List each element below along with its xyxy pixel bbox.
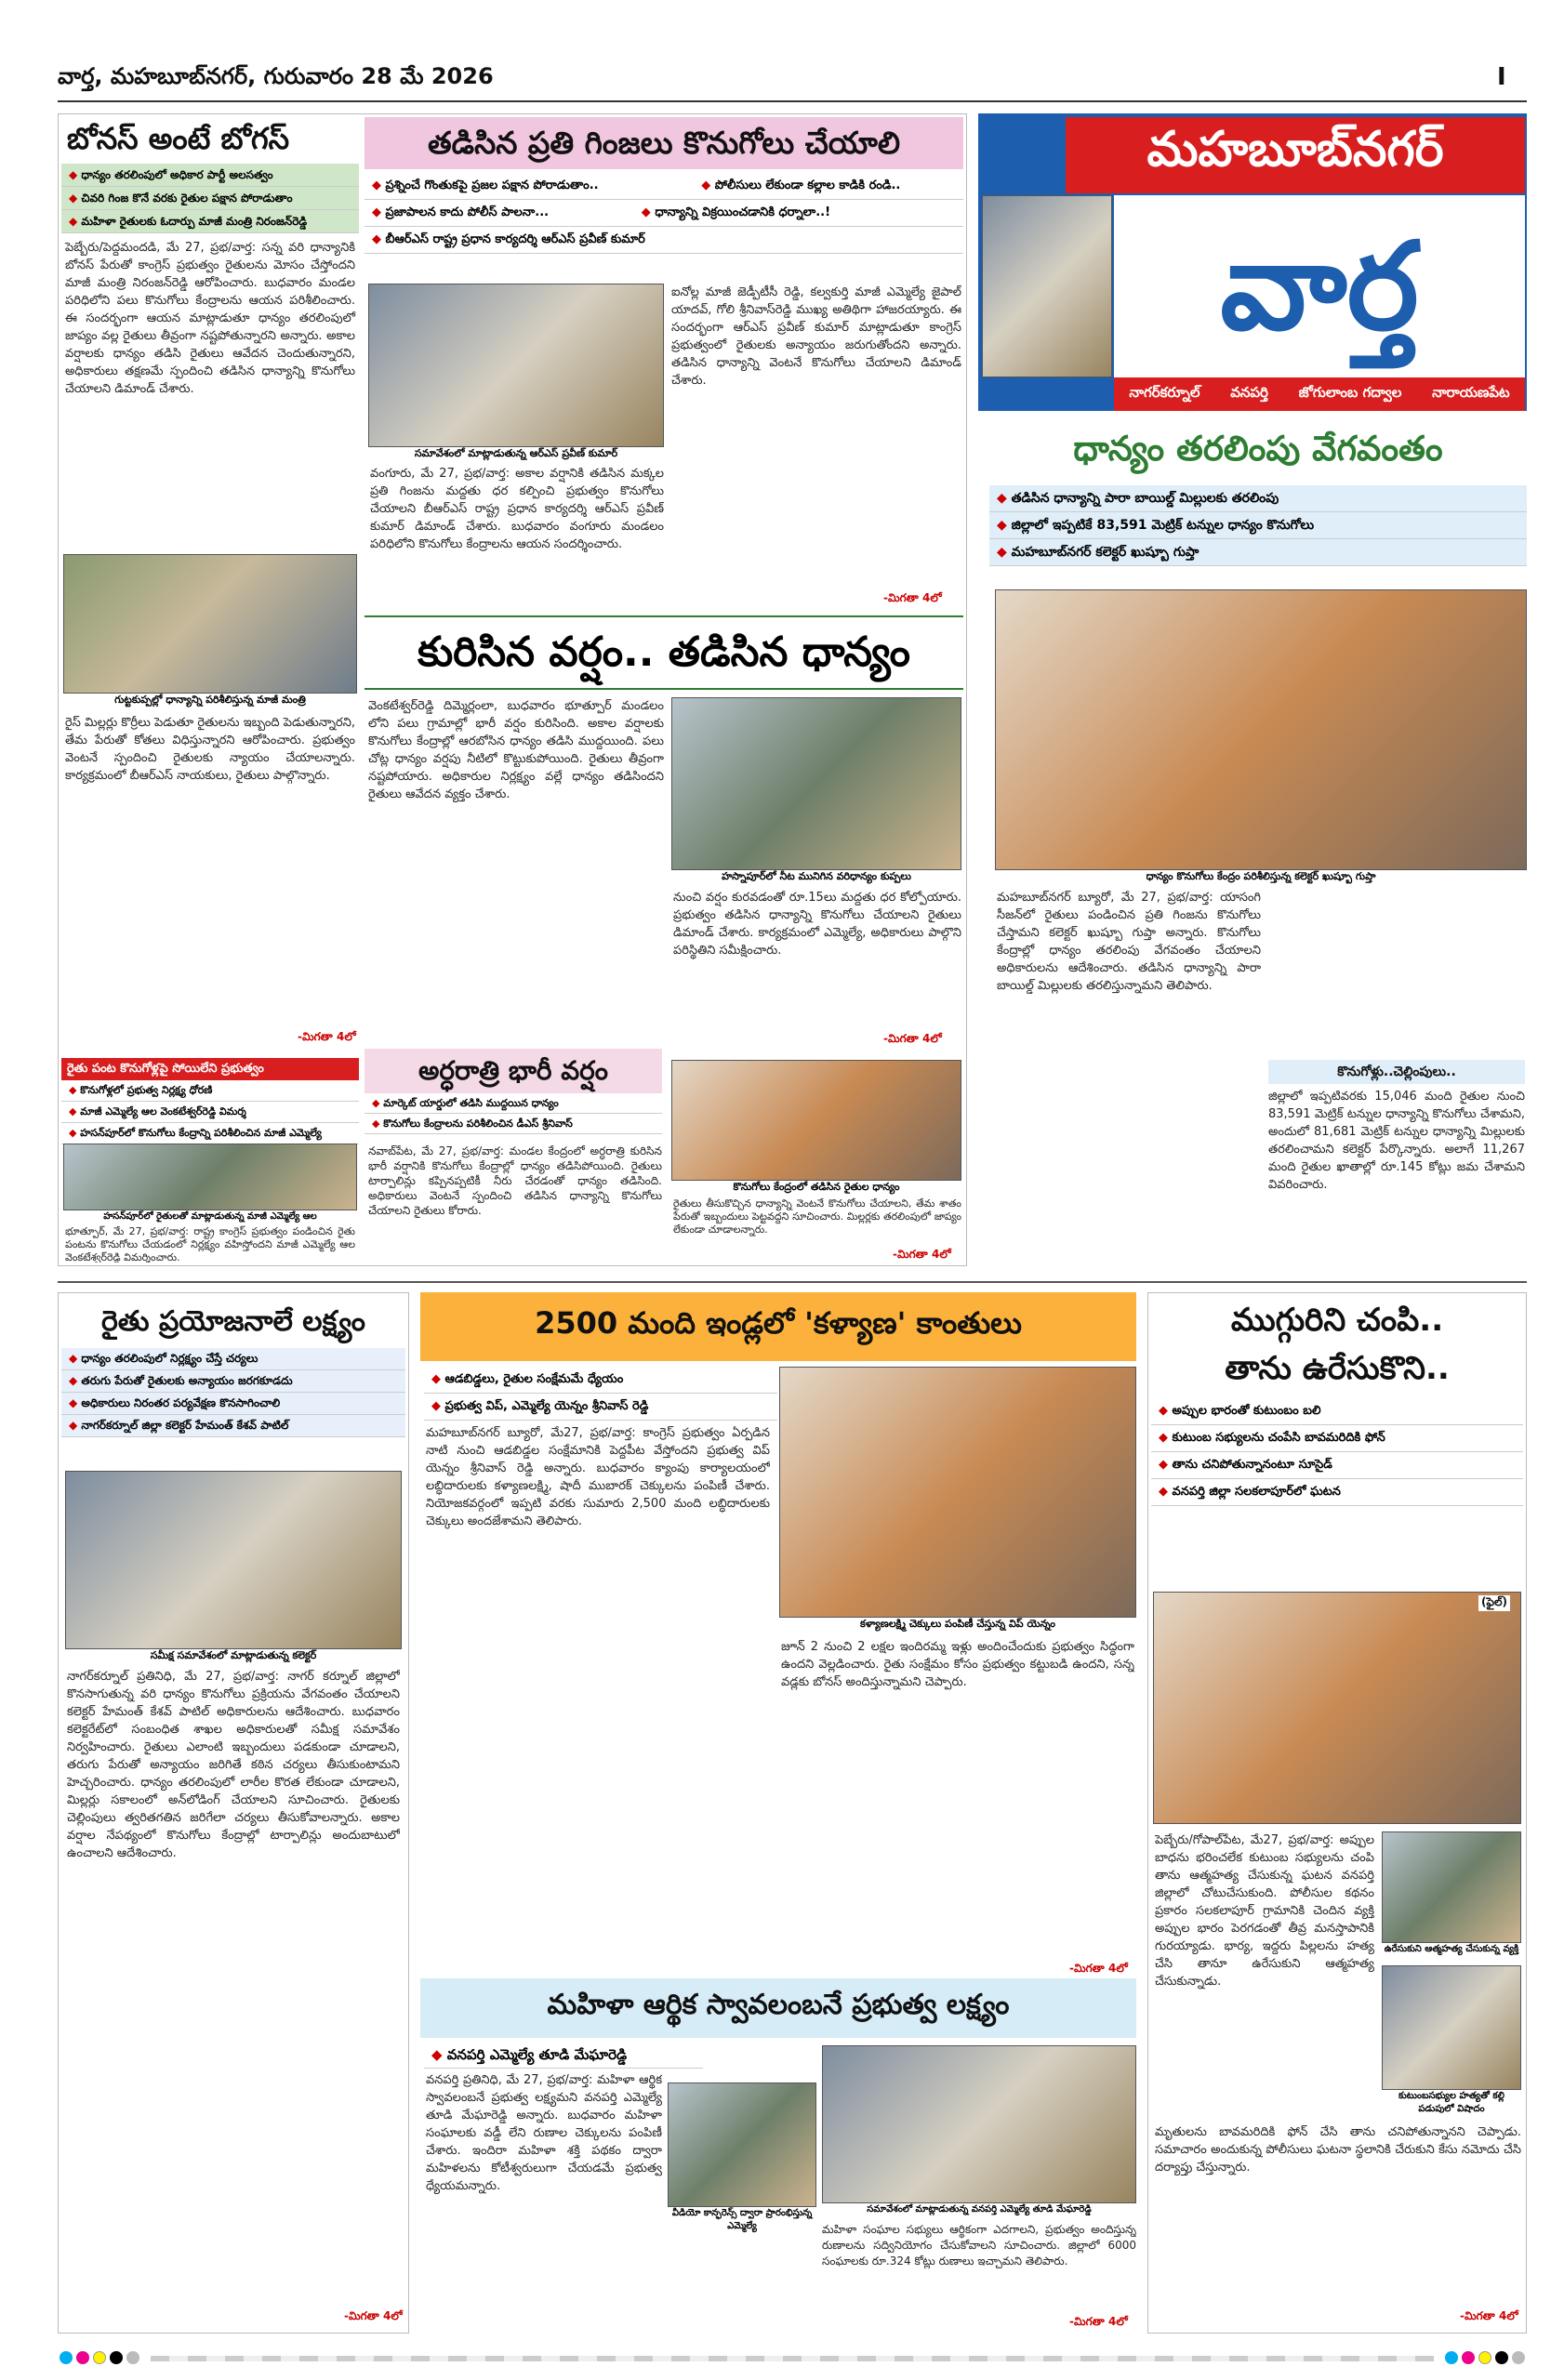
registration-gray-bar <box>151 2356 1434 2361</box>
district-2: వనపర్తి <box>1230 384 1268 401</box>
story4-bullet: ◆ జిల్లాలో ఇప్పటికే 83,591 మెట్రిక్ టన్నుల ధాన్యం కొనుగోలు <box>989 512 1527 539</box>
story8-more: -మిగతా 4లో <box>1069 1962 1128 1975</box>
registration-dots-left <box>58 2350 141 2368</box>
story4-tag: కొనుగోళ్లు..చెల్లింపులు.. <box>1268 1060 1525 1084</box>
story4-body2: జిల్లాలో ఇప్పటివరకు 15,046 మంది రైతుల నుంచి 83,591 మెట్రిక్ టన్నుల ధాన్యాన్ని కొనుగోలు చేశామని, అందులో 81,681 మెట్రిక్ టన్నుల ధాన్యాన్ని మిల్లులకు తరలించామని కలెక్టర్ పేర్కొన్నారు. అలాగే 11,267 మంది రైతుల ఖాతాల్లో రూ.145 కోట్లు జమ చేశామని వివరించారు. <box>1268 1090 1525 1192</box>
story6-photo <box>63 1144 357 1210</box>
brand-top <box>1066 117 1525 193</box>
story6 <box>61 1058 359 1144</box>
story2-bullet: ◆ ప్రశ్నించే గొంతుకపై ప్రజల పక్షాన పోరాడుతాం.. <box>364 173 694 200</box>
story8-caption: కళ్యాణలక్ష్మి చెక్కులు పంపిణీ చేస్తున్న విప్ యెన్నం <box>779 1618 1136 1633</box>
registration-dot <box>1495 2351 1508 2364</box>
registration-dots-right <box>1443 2350 1527 2368</box>
story5-bullet: ◆ కొనుగోలు కేంద్రాలను పరిశీలించిన డీఎస్ శ్రీనివాస్ <box>364 1114 662 1134</box>
story10 <box>1151 1296 1523 1506</box>
district-1: నాగర్‌కర్నూల్ <box>1129 384 1200 401</box>
story2-more: -మిగతా 4లో <box>883 591 942 604</box>
registration-dot <box>126 2351 139 2364</box>
story5-more: -మిగతా 4లో <box>893 1248 951 1261</box>
story7-headline: రైతు ప్రయోజనాలే లక్ష్యం <box>101 1305 365 1338</box>
brand-districts <box>1114 377 1525 411</box>
story6-caption: హసన్‌పూర్‌లో రైతులతో మాట్లాడుతున్న మాజీ ఎమ్మెల్యే ఆల <box>63 1210 357 1223</box>
registration-dot <box>60 2351 73 2364</box>
brand-photo <box>982 195 1112 377</box>
story4-body: మహబూబ్‌నగర్ బ్యూరో, మే 27, ప్రభ/వార్త: యాసంగి సీజన్‌లో రైతులు పండించిన ప్రతి గింజను కొనుగోలు చేస్తామని కలెక్టర్ ఖుష్బూ గుప్తా అన్నారు. కొనుగోలు కేంద్రాల్లో ధాన్యం తరలింపు వేగవంతం చేయాలని అధికారులను ఆదేశించారు. తడిసిన ధాన్యాన్ని పారా బాయిల్డ్ మిల్లులకు తరలిస్తున్నామని తెలిపారు. <box>997 891 1261 993</box>
story6-bullet: ◆ మాజీ ఎమ్మెల్యే ఆల వెంకటేశ్వర్‌రెడ్డి విమర్శ <box>61 1102 359 1123</box>
registration-dot <box>76 2351 89 2364</box>
story5-headline: అర్ధరాత్రి భారీ వర్షం <box>364 1049 662 1093</box>
story5-body: నవాబ్‌పేట, మే 27, ప్రభ/వార్త: మండల కేంద్రంలో అర్ధరాత్రి కురిసిన భారీ వర్షానికి కొనుగోలు కేంద్రాల్లో ధాన్యం తడిసిపోయింది. రైతులు టార్పాలిన్లు కప్పినప్పటికీ నీరు చేరడంతో ధాన్యం తడిసింది. అధికారులు వెంటనే స్పందించి తడిసిన ధాన్యాన్ని కొనుగోలు చేయాలని రైతులు కోరారు. <box>368 1144 662 1217</box>
story7-bullet: ◆ తరుగు పేరుతో రైతులకు అన్యాయం జరగకూడదు <box>61 1370 405 1393</box>
story5 <box>364 1049 662 1134</box>
story3-headline <box>364 615 963 690</box>
story2-bullet: ◆ ప్రజాపాలన కాదు పోలీస్ పాలనా... <box>364 200 634 227</box>
story2-photo <box>368 284 664 447</box>
story3-headline-text: కురిసిన వర్షం.. తడిసిన ధాన్యం <box>418 628 910 676</box>
story2-caption: సమావేశంలో మాట్లాడుతున్న ఆర్‌ఎస్ ప్రవీణ్ కుమార్ <box>368 447 664 462</box>
story6-body: భూత్పూర్, మే 27, ప్రభ/వార్త: రాష్ట్ర కాంగ్రెస్ ప్రభుత్వం పండించిన రైతు పంటను కొనుగోలు చేయడంలో నిర్లక్ష్యం వహిస్తోందని మాజీ ఎమ్మెల్యే ఆల వెంకటేశ్వర్‌రెడ్డి విమర్శించారు. <box>65 1225 355 1263</box>
story9-body2: మహిళా సంఘాల సభ్యులు ఆర్థికంగా ఎదగాలని, ప్రభుత్వం అందిస్తున్న రుణాలను సద్వినియోగం చేసుకోవాలని సూచించారు. జిల్లాలో 6000 సంఘాలకు రూ.324 కోట్లు రుణాలు ఇచ్చామని తెలిపారు. <box>822 2223 1136 2268</box>
story1-bullet: ◆ మహిళా రైతులకు ఓదార్పు మాజీ మంత్రి నిరంజన్‌రెడ్డి <box>61 210 359 233</box>
story10-photo2 <box>1382 1831 1521 1943</box>
story8-body2: జూన్ 2 నుంచి 2 లక్షల ఇందిరమ్మ ఇళ్లు అందించేందుకు ప్రభుత్వం సిద్ధంగా ఉందని వెల్లడించారు. రైతు సంక్షేమం కోసం ప్రభుత్వం కట్టుబడి ఉందని, సన్న వడ్లకు బోనస్ అందిస్తున్నామని చెప్పారు. <box>781 1640 1134 1689</box>
story6-headline: రైతు పంట కొనుగోళ్లపై సోయిలేని ప్రభుత్వం <box>61 1058 359 1080</box>
story9-headline-text: మహిళా ఆర్థిక స్వావలంబనే ప్రభుత్వ లక్ష్యం <box>547 1989 1010 2021</box>
story7-bullets <box>61 1348 405 1437</box>
story3-body: వెంకటేశ్వర్‌రెడ్డి దిమ్మెర్లంలా, బుధవారం భూత్పూర్ మండలం లోని పలు గ్రామాల్లో భారీ వర్షం కురిసింది. అకాల వర్షాలకు కొనుగోలు కేంద్రాల్లో ఆరబోసిన ధాన్యం తడిసి ముద్దయింది. పలు చోట్ల ధాన్యం వర్షపు నీటిలో కొట్టుకుపోయింది. రైతులు తీవ్రంగా నష్టపోయారు. అధికారుల నిర్లక్ష్యం వల్లే ధాన్యం తడిసిందని రైతులు ఆవేదన వ్యక్తం చేశారు. <box>368 699 664 801</box>
story7-caption: సమీక్ష సమావేశంలో మాట్లాడుతున్న కలెక్టర్ <box>65 1649 402 1664</box>
story3-caption: హస్నాపూర్‌లో నీట మునిగిన వరిధాన్యం కుప్పలు <box>671 870 961 885</box>
story2-bullet: ◆ బీఆర్‌ఎస్ రాష్ట్ర ప్రధాన కార్యదర్శి ఆర్‌ఎస్ ప్రవీణ్ కుమార్ <box>364 227 963 254</box>
story4-bullet: ◆ మహబూబ్‌నగర్ కలెక్టర్ ఖుష్బూ గుప్తా <box>989 539 1527 566</box>
story5-caption: కొనుగోలు కేంద్రంలో తడిసిన రైతుల ధాన్యం <box>671 1181 961 1196</box>
registration-dot <box>1445 2351 1458 2364</box>
story10-caption2: కుటుంబసభ్యుల హత్యతో కల్లి పడుపులో విషాదం <box>1382 2090 1521 2116</box>
story1-bullet: ◆ చివరి గింజ కొనే వరకు రైతుల పక్షాన పోరాడుతాం <box>61 187 359 210</box>
brand-logo-area <box>1114 195 1525 377</box>
district-4: నారాయణపేట <box>1432 384 1510 401</box>
story8-headline <box>420 1292 1136 1361</box>
story4-caption: ధాన్యం కొనుగోలు కేంద్రం పరిశీలిస్తున్న కలెక్టర్ ఖుష్బూ గుప్తా <box>995 870 1527 885</box>
story3-photo <box>671 697 961 870</box>
story1-body2: రైస్ మిల్లర్లు కొర్రీలు పెడుతూ రైతులను ఇబ్బంది పెడుతున్నారని, తేమ పేరుతో కోతలు విధిస్తున్నారని ఆరోపించారు. ప్రభుత్వం వెంటనే స్పందించి రైతులకు న్యాయం చేయాలన్నారు. కార్యక్రమంలో బీఆర్‌ఎస్ నాయకులు, రైతులు పాల్గొన్నారు. <box>65 716 355 783</box>
story7-bullet: ◆ ధాన్యం తరలింపులో నిర్లక్ష్యం చేస్తే చర్యలు <box>61 1348 405 1370</box>
story5-bullet: ◆ మార్కెట్ యార్డులో తడిసి ముద్దయిన ధాన్యం <box>364 1093 662 1114</box>
story3-body2: నుంచి వర్షం కురవడంతో రూ.15లు మద్దతు ధర కోల్పోయారు. ప్రభుత్వం తడిసిన ధాన్యాన్ని కొనుగోలు చేయాలని రైతులు డిమాండ్ చేశారు. కార్యక్రమంలో ఎమ్మెల్యే, అధికారులు పాల్గొని పరిస్థితిని సమీక్షించారు. <box>673 891 961 958</box>
story10-bullets <box>1151 1398 1523 1506</box>
footer-colorbar <box>58 2350 1527 2367</box>
story10-caption1: ఉరేసుకుని ఆత్మహత్య చేసుకున్న వ్యక్తి <box>1382 1943 1521 1956</box>
story2-bullet: ◆ పోలీసులు లేకుండా కల్లాల కాడికి రండి.. <box>694 173 963 200</box>
story10-more: -మిగతా 4లో <box>1460 2309 1518 2322</box>
dateline: వార్త, మహబూబ్‌నగర్, గురువారం 28 మే 2026 <box>58 63 494 89</box>
story4 <box>989 416 1527 566</box>
story4-bullet: ◆ తడిసిన ధాన్యాన్ని పారా బాయిల్డ్ మిల్లులకు తరలింపు <box>989 485 1527 512</box>
story6-bullet: ◆ హసన్‌పూర్‌లో కొనుగోలు కేంద్రాన్ని పరిశీలించిన మాజీ ఎమ్మెల్యే <box>61 1123 359 1144</box>
story2-headline: తడిసిన ప్రతి గింజలు కొనుగోలు చేయాలి <box>364 117 963 169</box>
story4-bullets <box>989 485 1527 566</box>
story1-bullet: ◆ ధాన్యం తరలింపులో అధికార పార్టీ అలసత్వం <box>61 164 359 187</box>
story10-bullet: ◆ తాను చనిపోతున్నానంటూ సూసైడ్ <box>1151 1452 1523 1479</box>
story8-body: మహబూబ్‌నగర్ బ్యూరో, మే27, ప్రభ/వార్త: కాంగ్రెస్ ప్రభుత్వం ఏర్పడిన నాటి నుంచి ఆడబిడ్డల సంక్షేమానికి పెద్దపీట వేస్తోందని ప్రభుత్వ విప్ యెన్నం శ్రీనివాస్ రెడ్డి అన్నారు. బుధవారం క్యాంపు కార్యాలయంలో లబ్ధిదారులకు కళ్యాణలక్ష్మి, షాదీ ముబారక్ చెక్కులను పంపిణీ చేశారు. నియోజకవర్గంలో ఇప్పటి వరకు సుమారు 2,500 మంది లబ్ధిదారులకు చెక్కులు అందజేశామని తెలిపారు. <box>426 1426 770 1528</box>
story1-photo <box>63 554 357 694</box>
story7-bullet: ◆ అధికారులు నిరంతర పర్యవేక్షణ కొనసాగించాలి <box>61 1393 405 1415</box>
story2-body: ఐనోల్ల మాజీ జెడ్పీటీసీ రెడ్డి, కల్వకుర్తి మాజీ ఎమ్మెల్యే జైపాల్ యాదవ్, గోలి శ్రీనివాస్‌రెడ్డి ముఖ్య అతిథిగా హాజరయ్యారు. ఈ సందర్భంగా ఆర్‌ఎస్ ప్రవీణ్ కుమార్ మాట్లాడుతూ కాంగ్రెస్ ప్రభుత్వంలో రైతులకు అన్యాయం జరుగుతోందని అన్నారు. తడిసిన ధాన్యాన్ని వెంటనే కొనుగోలు చేయాలని డిమాండ్ చేశారు. <box>671 285 961 388</box>
story7-body: నాగర్‌కర్నూల్ ప్రతినిధి, మే 27, ప్రభ/వార్త: నాగర్ కర్నూల్ జిల్లాలో కొనసాగుతున్న వరి ధాన్యం కొనుగోలు ప్రక్రియను వేగవంతం చేయాలని కలెక్టర్ హేమంత్ కేశవ్ పాటిల్ అధికారులను ఆదేశించారు. బుధవారం కలెక్టరేట్‌లో సంబంధిత శాఖల అధికారులతో సమీక్ష సమావేశం నిర్వహించారు. రైతులు ఎలాంటి ఇబ్బందులు పడకుండా చూడాలని, తరుగు పేరుతో అన్యాయం జరిగితే కఠిన చర్యలు తీసుకుంటామని హెచ్చరించారు. ధాన్యం తరలింపులో లారీల కొరత లేకుండా చూడాలని, మిల్లర్లు సకాలంలో అన్‌లోడింగ్ చేయాలని సూచించారు. రైతులకు చెల్లింపులు త్వరితగతిన జరిగేలా చర్యలు తీసుకోవాలన్నారు. అకాల వర్షాల నేపథ్యంలో కొనుగోలు కేంద్రాల్లో టార్పాలిన్లు అందుబాటులో ఉంచాలని ఆదేశించారు. <box>67 1670 400 1860</box>
story9-bullets <box>424 2042 703 2069</box>
story4-photo <box>995 589 1527 870</box>
story9-headline <box>420 1978 1136 2038</box>
story10-body2: మృతులను బావమరిదికి ఫోన్ చేసి తాను చనిపోతున్నానని చెప్పాడు. సమాచారం అందుకున్న పోలీసులు ఘటనా స్థలానికి చేరుకుని కేసు నమోదు చేసి దర్యాప్తు చేస్తున్నారు. <box>1155 2125 1521 2175</box>
story9-more: -మిగతా 4లో <box>1069 2315 1128 2328</box>
story8-bullets <box>424 1367 777 1421</box>
story6-bullet: ◆ కొనుగోళ్లలో ప్రభుత్వ నిర్లక్ష్య ధోరణి <box>61 1080 359 1102</box>
story8-photo <box>779 1367 1136 1618</box>
story9-photo2 <box>822 2045 1136 2203</box>
story10-bullet: ◆ కుటుంబ సభ్యులను చంపేసి బావమరిదికి ఫోన్ <box>1151 1425 1523 1452</box>
registration-dot <box>93 2351 106 2364</box>
story1-more: -మిగతా 4లో <box>298 1030 356 1043</box>
story8-headline-text: 2500 మంది ఇండ్లలో 'కళ్యాణ' కాంతులు <box>535 1305 1022 1341</box>
registration-dot <box>1462 2351 1475 2364</box>
story9-caption2: సమావేశంలో మాట్లాడుతున్న వనపర్తి ఎమ్మెల్యే తూడి మేఘారెడ్డి <box>822 2203 1136 2216</box>
story10-bullet: ◆ అప్పుల భారంతో కుటుంబం బలి <box>1151 1398 1523 1425</box>
story7-bullet: ◆ నాగర్‌కర్నూల్ జిల్లా కలెక్టర్ హేమంత్ కేశవ్ పాటిల్ <box>61 1415 405 1437</box>
registration-dot <box>1478 2351 1491 2364</box>
story7 <box>61 1296 405 1437</box>
story8-bullet: ◆ ఆడబిడ్డలు, రైతుల సంక్షేమమే ధ్యేయం <box>424 1367 777 1394</box>
story10-photo <box>1153 1592 1521 1824</box>
masthead-rule <box>58 100 1527 102</box>
story2-body2: వంగూరు, మే 27, ప్రభ/వార్త: అకాల వర్షానికి తడిసిన మక్కల ప్రతి గింజను మద్దతు ధర కల్పించి ప్రభుత్వం కొనుగోలు చేయాలని బీఆర్‌ఎస్ రాష్ట్ర ప్రధాన కార్యదర్శి ఆర్‌ఎస్ ప్రవీణ్ కుమార్ డిమాండ్ చేశారు. బుధవారం వంగూరు మండలం పరిధిలోని కొనుగోలు కేంద్రాలను ఆయన సందర్శించారు. <box>370 467 664 551</box>
story10-photo3 <box>1382 1965 1521 2090</box>
district-3: జోగులాంబ గద్వాల <box>1298 384 1402 401</box>
brand-logo: వార్త <box>1220 216 1419 357</box>
story1-body: పెబ్బేరు/పెద్దమందడి, మే 27, ప్రభ/వార్త: సన్న వరి ధాన్యానికి బోనస్ పేరుతో కాంగ్రెస్ ప్రభుత్వం రైతులను మోసం చేస్తోందని మాజీ మంత్రి నిరంజన్‌రెడ్డి ఆరోపించారు. బుధవారం మండల పరిధిలోని పలు కొనుగోలు కేంద్రాలను ఆయన పరిశీలించారు. ఈ సందర్భంగా ఆయన మాట్లాడుతూ ధాన్యం తరలింపులో జాప్యం వల్ల రైతులు తీవ్రంగా నష్టపోతున్నారని అన్నారు. అకాల వర్షాలకు ధాన్యం తడిసి రైతులు ఆవేదన చెందుతున్నారని, అధికారులు తక్షణమే స్పందించి తడిసిన ధాన్యాన్ని కొనుగోలు చేయాలని డిమాండ్ చేశారు. <box>65 241 355 396</box>
brand-top-label: మహబూబ్‌నగర్ <box>1146 121 1444 178</box>
mid-rule <box>58 1281 1527 1283</box>
story3-more: -మిగతా 4లో <box>883 1032 942 1045</box>
story2-bullet: ◆ ధాన్యాన్ని విక్రయించడానికి ధర్నాలా..! <box>634 200 963 227</box>
story2-bullets <box>364 173 963 254</box>
story1-bullets <box>61 164 359 233</box>
story9-body: వనపర్తి ప్రతినిధి, మే 27, ప్రభ/వార్త: మహిళా ఆర్థిక స్వావలంబనే ప్రభుత్వ లక్ష్యమని వనపర్తి ఎమ్మెల్యే తూడి మేఘారెడ్డి అన్నారు. బుధవారం మహిళా సంఘాలకు వడ్డీ లేని రుణాల చెక్కులను పంపిణీ చేశారు. ఇందిరా మహిళా శక్తి పథకం ద్వారా మహిళలను కోటీశ్వరులుగా చేయడమే ప్రభుత్వ ధ్యేయమన్నారు. <box>426 2073 662 2193</box>
story7-more: -మిగతా 4లో <box>344 2309 403 2322</box>
registration-dot <box>1512 2351 1525 2364</box>
story1-headline: బోనస్ అంటే బోగస్ <box>67 121 290 156</box>
story7-photo <box>65 1471 402 1649</box>
story10-headline1: ముగ్గురిని చంపి.. <box>1230 1302 1444 1339</box>
story10-bullet: ◆ వనపర్తి జిల్లా సలకలాపూర్‌లో ఘటన <box>1151 1479 1523 1506</box>
story5-body2: రైతులు తీసుకొచ్చిన ధాన్యాన్ని వెంటనే కొనుగోలు చేయాలని, తేమ శాతం పేరుతో ఇబ్బందులు పెట్టవద్దని సూచించారు. మిల్లర్లకు తరలింపులో జాప్యం లేకుండా చూడాలన్నారు. <box>673 1197 961 1236</box>
registration-dot <box>110 2351 123 2364</box>
story10-photo-tag: (ఫైల్) <box>1478 1595 1510 1611</box>
story1-caption: గుట్టకుప్పల్లో ధాన్యాన్ని పరిశీలిస్తున్న మాజీ మంత్రి <box>63 694 357 708</box>
story2 <box>364 117 963 254</box>
page-number: I <box>1497 63 1506 91</box>
story9-photo1 <box>668 2082 816 2207</box>
story9-caption1: వీడియో కాన్ఫరెన్స్ ద్వారా ప్రారంభిస్తున్న ఎమ్మెల్యే <box>668 2207 816 2233</box>
story4-headline: ధాన్యం తరలింపు వేగవంతం <box>1073 429 1443 469</box>
story10-body: పెబ్బేరు/గోపాల్‌పేట, మే27, ప్రభ/వార్త: అప్పుల బాధను భరించలేక కుటుంబ సభ్యులను చంపి తాను ఆత్మహత్య చేసుకున్న ఘటన వనపర్తి జిల్లాలో చోటుచేసుకుంది. పోలీసుల కథనం ప్రకారం సలకలాపూర్ గ్రామానికి చెందిన వ్యక్తి అప్పుల భారం పెరగడంతో తీవ్ర మనస్తాపానికి గురయ్యాడు. భార్య, ఇద్దరు పిల్లలను హత్య చేసి తానూ ఉరేసుకుని ఆత్మహత్య చేసుకున్నాడు. <box>1155 1833 1374 1989</box>
story8-bullet: ◆ ప్రభుత్వ విప్, ఎమ్మెల్యే యెన్నం శ్రీనివాస్ రెడ్డి <box>424 1394 777 1421</box>
story10-headline2: తాను ఉరేసుకొని.. <box>1225 1350 1450 1387</box>
story5-photo <box>671 1060 961 1181</box>
story9-bullet: ◆ వనపర్తి ఎమ్మెల్యే తూడి మేఘారెడ్డి <box>424 2042 703 2069</box>
